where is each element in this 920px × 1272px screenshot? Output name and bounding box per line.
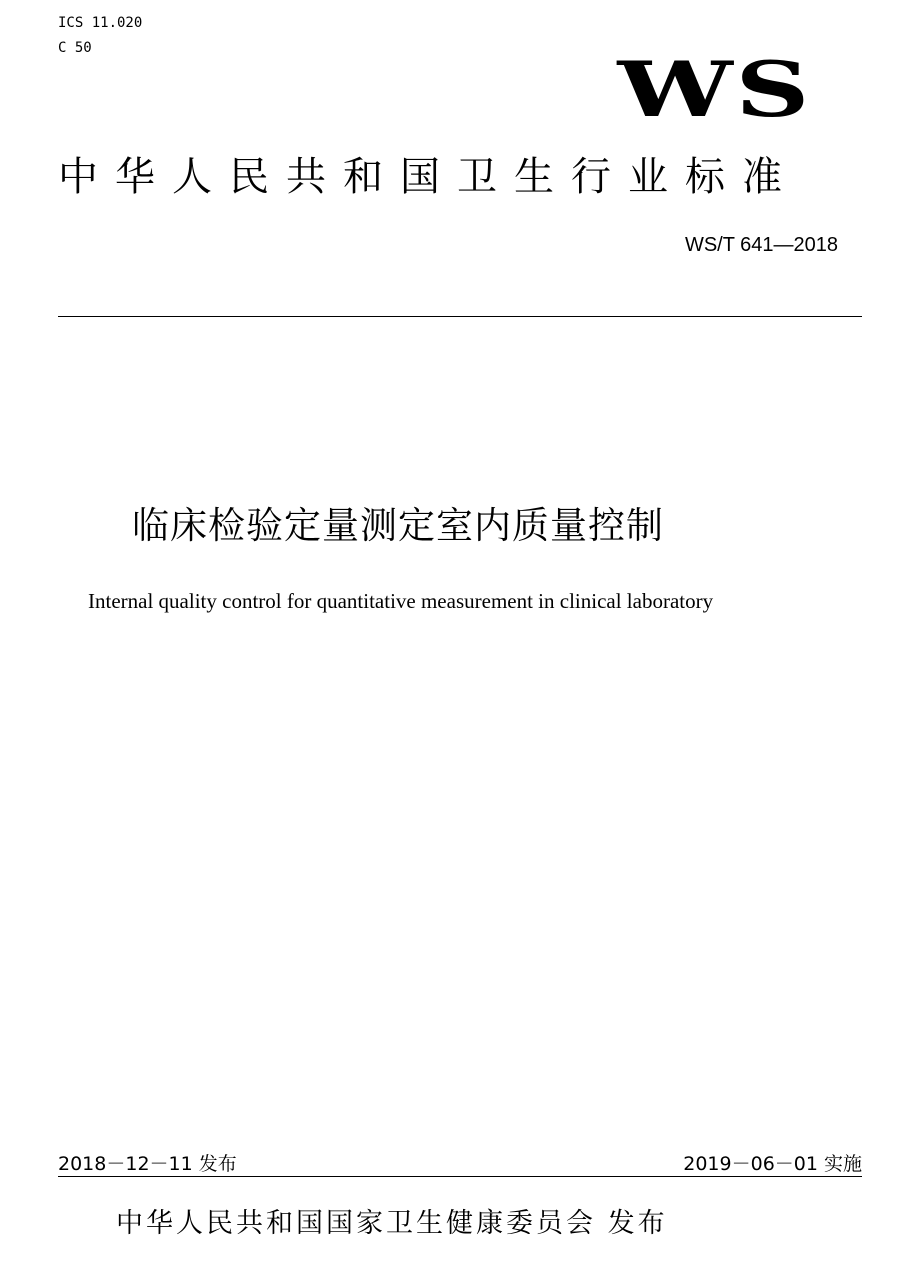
standard-number: WS/T 641—2018 xyxy=(684,234,838,256)
ccs-code: C 50 xyxy=(58,40,92,56)
document-title-chinese: 临床检验定量测定室内质量控制 xyxy=(132,504,664,547)
top-divider xyxy=(58,316,862,317)
publisher: 中华人民共和国国家卫生健康委员会 发布 xyxy=(116,1208,668,1239)
document-title-english: Internal quality control for quantitative measurement in clinical laboratory xyxy=(88,589,714,613)
effective-date: 2019－06－01 实施 xyxy=(683,1153,862,1175)
standard-category-title: 中华人民共和国卫生行业标准 xyxy=(58,154,799,200)
ws-logo: WS xyxy=(617,45,812,134)
bottom-divider xyxy=(58,1176,862,1177)
issue-date: 2018－12－11 发布 xyxy=(58,1153,237,1175)
ics-code: ICS 11.020 xyxy=(58,15,143,31)
